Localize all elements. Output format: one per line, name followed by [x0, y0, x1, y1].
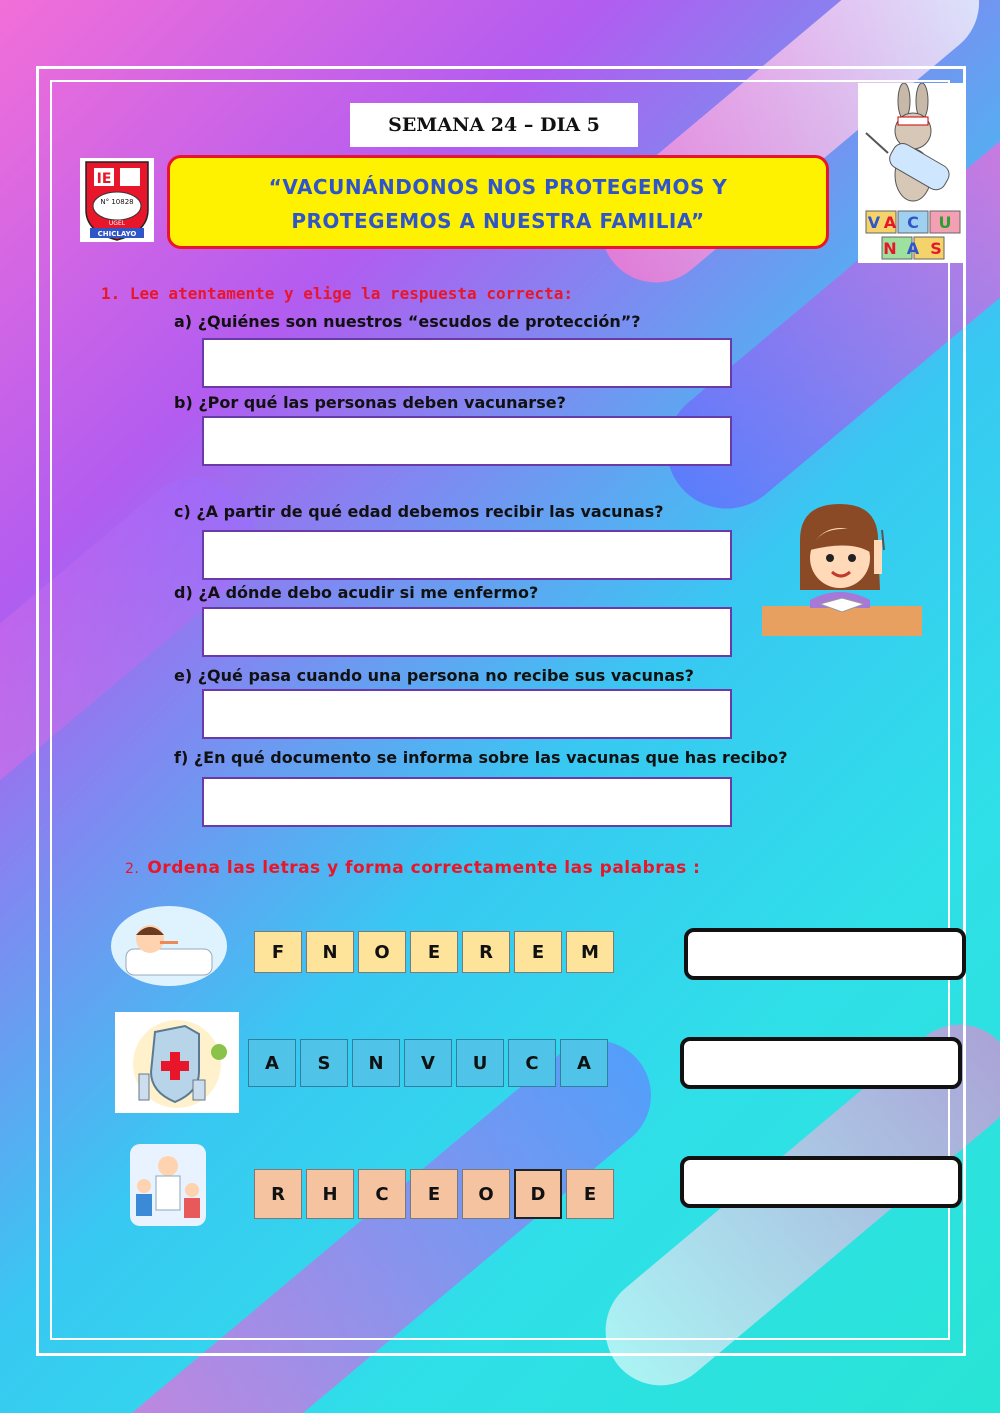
word-answer-field-2[interactable]	[680, 1037, 962, 1089]
title-line-2: PROTEGEMOS A NUESTRA FAMILIA”	[291, 209, 705, 233]
letter-tile[interactable]: E	[566, 1169, 614, 1219]
letter-tile[interactable]: R	[254, 1169, 302, 1219]
section-2-heading	[125, 858, 700, 878]
answer-field-c[interactable]	[202, 530, 732, 580]
block-letter: U	[938, 213, 952, 232]
word-answer-field-1[interactable]	[684, 928, 966, 980]
question-c	[174, 502, 664, 521]
letter-tile[interactable]: F	[254, 931, 302, 973]
letter-tile[interactable]: A	[560, 1039, 608, 1087]
letter-tiles-row-3	[254, 1169, 614, 1219]
letter-tile[interactable]: V	[404, 1039, 452, 1087]
block-letter: A	[883, 213, 897, 232]
question-letter: c)	[174, 502, 191, 521]
question-text: ¿En qué documento se informa sobre las vacunas que has recibo?	[193, 748, 788, 767]
answer-field-d[interactable]	[202, 607, 732, 657]
question-text: ¿Quiénes son nuestros “escudos de protección”?	[197, 312, 641, 331]
question-text: ¿Qué pasa cuando una persona no recibe sus vacunas?	[197, 666, 694, 685]
question-text: ¿A dónde debo acudir si me enfermo?	[198, 583, 539, 602]
week-label: SEMANA 24 – DIA 5	[350, 103, 638, 147]
girl-studying-illustration	[760, 500, 924, 640]
letter-tile[interactable]: A	[248, 1039, 296, 1087]
section-2-number: 2.	[125, 861, 140, 877]
letter-tile[interactable]: E	[410, 1169, 458, 1219]
letter-tiles-row-2	[248, 1039, 608, 1087]
letter-tile[interactable]: N	[352, 1039, 400, 1087]
answer-field-f[interactable]	[202, 777, 732, 827]
question-letter: f)	[174, 748, 189, 767]
question-text: ¿Por qué las personas deben vacunarse?	[198, 393, 566, 412]
rabbit-vaccine-illustration	[858, 83, 966, 263]
answer-field-e[interactable]	[202, 689, 732, 739]
answer-field-b[interactable]	[202, 416, 732, 466]
letter-tile[interactable]: U	[456, 1039, 504, 1087]
logo-city: CHICLAYO	[97, 230, 137, 238]
question-d	[174, 583, 538, 602]
section-2-title: Ordena las letras y forma correctamente las palabras :	[147, 858, 701, 878]
question-f	[174, 748, 787, 767]
question-letter: d)	[174, 583, 193, 602]
question-b	[174, 393, 566, 412]
block-letter: V	[867, 213, 881, 232]
letter-tile[interactable]: E	[410, 931, 458, 973]
question-e	[174, 666, 694, 685]
question-letter: b)	[174, 393, 193, 412]
section-1-heading: 1. Lee atentamente y elige la respuesta correcta:	[101, 284, 574, 303]
sick-child-illustration	[110, 905, 228, 987]
block-letter: C	[907, 213, 919, 232]
letter-tile[interactable]: N	[306, 931, 354, 973]
letter-tile[interactable]: E	[514, 931, 562, 973]
question-a	[174, 312, 641, 331]
vaccine-shield-illustration	[115, 1012, 239, 1113]
logo-ugel: UGEL	[108, 220, 126, 227]
block-letter: N	[883, 239, 897, 258]
letter-tiles-row-1	[254, 931, 614, 973]
question-letter: a)	[174, 312, 193, 331]
answer-field-a[interactable]	[202, 338, 732, 388]
title-line-1: “VACUNÁNDONOS NOS PROTEGEMOS Y	[268, 175, 728, 199]
question-letter: e)	[174, 666, 193, 685]
health-center-illustration	[126, 1140, 210, 1230]
letter-tile[interactable]: S	[300, 1039, 348, 1087]
logo-letters: IE	[96, 171, 112, 187]
letter-tile[interactable]: C	[508, 1039, 556, 1087]
word-answer-field-3[interactable]	[680, 1156, 962, 1208]
block-letter: S	[930, 239, 942, 258]
title-banner	[167, 155, 829, 249]
logo-number: N° 10828	[100, 198, 134, 206]
letter-tile[interactable]: O	[462, 1169, 510, 1219]
letter-tile[interactable]: D	[514, 1169, 562, 1219]
school-logo	[80, 158, 154, 242]
letter-tile[interactable]: O	[358, 931, 406, 973]
letter-tile[interactable]: M	[566, 931, 614, 973]
block-letter: A	[906, 239, 920, 258]
letter-tile[interactable]: H	[306, 1169, 354, 1219]
letter-tile[interactable]: C	[358, 1169, 406, 1219]
question-text: ¿A partir de qué edad debemos recibir las vacunas?	[196, 502, 664, 521]
letter-tile[interactable]: R	[462, 931, 510, 973]
